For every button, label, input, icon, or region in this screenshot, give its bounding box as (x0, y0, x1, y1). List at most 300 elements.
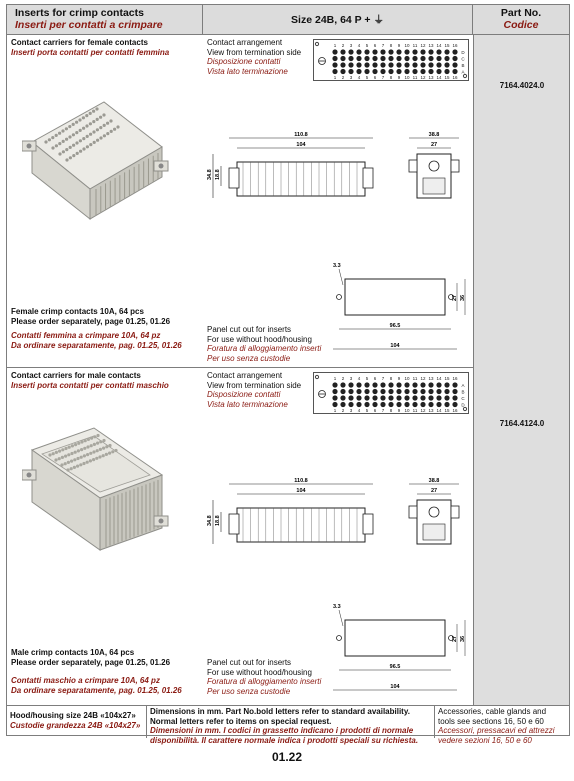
contact-hole (76, 152, 79, 155)
arrangement-col-number-bottom: 16 (452, 75, 458, 80)
contact-pin (372, 389, 377, 394)
arrangement-col-number-top: 4 (357, 376, 361, 381)
contact-pin (372, 49, 377, 54)
arrangement-col-number-top: 6 (373, 43, 377, 48)
contact-pin (420, 389, 425, 394)
contact-pin (396, 402, 401, 407)
contact-hole (96, 449, 99, 452)
arrangement-col-number-bottom: 11 (412, 75, 418, 80)
contact-hole (108, 452, 111, 455)
contact-pin (420, 402, 425, 407)
contact-pin (332, 402, 337, 407)
contact-hole (77, 442, 80, 445)
contact-pin (372, 69, 377, 74)
dim-side-overall-label: 38.8 (428, 132, 440, 138)
arrangement-col-number-bottom: 14 (436, 75, 442, 80)
dim-outer-label: 36 (460, 635, 466, 642)
male-panel-cutout-drawing (303, 598, 473, 698)
arrangement-col-number-bottom: 14 (436, 408, 442, 413)
arrangement-view-en: View from termination side (207, 47, 302, 57)
contact-hole (61, 448, 64, 451)
arrangement-col-number-top: 15 (444, 43, 450, 48)
contact-hole (102, 439, 105, 442)
contact-pin (380, 382, 385, 387)
female-title-en: Contact carriers for female contacts (11, 38, 148, 47)
contact-pin (436, 62, 441, 67)
panel-label-it-2b: Per uso senza custodie (207, 686, 291, 696)
contact-pin (348, 62, 353, 67)
contact-hole (65, 158, 68, 161)
contact-pin (404, 56, 409, 61)
contact-hole (54, 458, 57, 461)
contact-hole (68, 135, 71, 138)
male-insert-photo (22, 420, 172, 568)
panel-cutout-outline (345, 279, 445, 315)
contact-hole (86, 135, 89, 138)
contact-pin (340, 395, 345, 400)
footer-hood-label: Hood/housing size 24B «104x27» (10, 711, 136, 720)
dim-width-label: 104 (390, 684, 400, 690)
arrangement-col-number-bottom: 15 (444, 408, 450, 413)
contact-pin (332, 395, 337, 400)
contact-hole (69, 146, 72, 149)
footer-dims-it-2: disponibilità. Il carattere normale indica i prodotti speciali su richiesta. (150, 735, 419, 745)
arrangement-col-number-top: 11 (412, 43, 418, 48)
contact-hole (92, 458, 95, 461)
contact-hole (82, 147, 85, 150)
male-contacts-it-2: Da ordinare separatamente, pag. 01.25, 01.26 (11, 685, 182, 695)
header-title-en: Inserts for crimp contacts (15, 7, 144, 19)
contact-pin (436, 389, 441, 394)
contact-pin (428, 69, 433, 74)
contact-hole (65, 148, 68, 151)
contact-hole (76, 457, 79, 460)
contact-pin (444, 389, 449, 394)
contact-pin (372, 402, 377, 407)
arrangement-col-number-top: 12 (420, 43, 426, 48)
contact-hole (80, 440, 83, 443)
contact-hole (65, 127, 68, 130)
contact-pin (428, 389, 433, 394)
panel-hole-left (337, 295, 342, 300)
panel-label-it-1b: Foratura di alloggiamento inserti (207, 677, 322, 686)
contact-pin (332, 69, 337, 74)
contact-hole (79, 150, 82, 153)
contact-hole (73, 458, 76, 461)
arrangement-col-number-top: 5 (365, 376, 369, 381)
contact-pin (364, 389, 369, 394)
contact-hole (61, 456, 64, 459)
contact-pin (340, 56, 345, 61)
male-left-column (7, 368, 203, 705)
arrangement-row-letter: A (461, 383, 465, 388)
contact-hole (79, 463, 82, 466)
male-contacts-info (11, 648, 182, 695)
female-contact-arrangement-diagram (313, 39, 469, 81)
contact-hole (102, 113, 105, 116)
contact-pin (348, 389, 353, 394)
arrangement-col-number-top: 5 (365, 43, 369, 48)
arrangement-title-it: Disposizione contatti (207, 57, 281, 66)
header-partno-cell (473, 5, 569, 35)
female-panel-label (207, 325, 321, 363)
male-contacts-en-1: Male crimp contacts 10A, 64 pcs (11, 648, 135, 657)
catalog-sheet (6, 4, 570, 745)
contact-pin (372, 56, 377, 61)
arrangement-col-number-top: 14 (436, 376, 442, 381)
contact-hole (86, 445, 89, 448)
arrangement-row-letter: D (461, 50, 465, 55)
header-partno-en: Part No. (500, 7, 542, 19)
arrangement-view-en-2: View from termination side (207, 380, 302, 390)
contact-hole (96, 442, 99, 445)
panel-label-en-2: For use without hood/housing (207, 334, 312, 344)
arrangement-col-number-top: 9 (397, 43, 401, 48)
arrangement-col-number-top: 8 (389, 376, 393, 381)
contact-pin (356, 49, 361, 54)
female-left-column (7, 35, 203, 367)
contact-pin (444, 402, 449, 407)
male-panel-label (207, 658, 321, 696)
female-front-view-drawing (203, 130, 383, 210)
contact-pin (420, 62, 425, 67)
contact-pin (412, 395, 417, 400)
arrangement-row-letter: B (461, 389, 465, 395)
arrangement-col-number-top: 3 (349, 43, 353, 48)
contact-hole (96, 434, 99, 437)
arrangement-row-letter: A (461, 69, 465, 75)
contact-hole (48, 453, 51, 456)
contact-hole (89, 122, 92, 125)
footer-acc-it-1: Accessori, pressacavi ed attrezzi (438, 726, 555, 735)
contact-pin (452, 69, 457, 74)
contact-pin (356, 402, 361, 407)
contact-hole (75, 131, 78, 134)
contact-hole (72, 123, 75, 126)
contact-pin (372, 382, 377, 387)
contact-hole (92, 130, 95, 133)
contact-hole (96, 118, 99, 121)
arrangement-col-number-top: 1 (333, 376, 337, 381)
contact-hole (74, 451, 77, 454)
arrangement-col-number-top: 3 (349, 376, 353, 381)
arrangement-col-number-top: 4 (357, 43, 361, 48)
contact-hole (74, 443, 77, 446)
dim-hole-label: 3.3 (333, 263, 341, 269)
arrangement-col-number-top: 9 (397, 376, 401, 381)
dim-hole-leader (339, 269, 343, 285)
part-number-female[interactable]: 7164.4024.0 (499, 81, 545, 90)
contact-hole (55, 134, 58, 137)
contact-hole (72, 133, 75, 136)
contact-hole (103, 124, 106, 127)
arrangement-col-number-bottom: 12 (420, 75, 426, 80)
side-screw (429, 507, 439, 517)
footer-acc-it-2: vedere sezioni 16, 50 e 60 (438, 735, 532, 745)
panel-label-it-2: Per uso senza custodie (207, 353, 291, 363)
contact-hole (92, 120, 95, 123)
contact-pin (332, 62, 337, 67)
contact-hole (51, 136, 54, 139)
contact-hole (48, 138, 51, 141)
contact-hole (106, 122, 109, 125)
contact-hole (58, 457, 61, 460)
panel-cutout-outline (345, 620, 445, 656)
contact-hole (89, 452, 92, 455)
contact-hole (90, 437, 93, 440)
contact-pin (332, 49, 337, 54)
contact-pin (444, 69, 449, 74)
arrangement-col-number-bottom: 5 (365, 408, 369, 413)
dim-pitch-label: 96.5 (389, 664, 401, 670)
contact-hole (64, 447, 67, 450)
contact-pin (436, 382, 441, 387)
contact-pin (412, 389, 417, 394)
dim-side-body-label: 27 (430, 488, 438, 494)
contact-hole (67, 453, 70, 456)
dim-inner-label: 27 (452, 294, 458, 301)
arrangement-col-number-bottom: 12 (420, 408, 426, 413)
arrangement-col-number-top: 13 (428, 376, 434, 381)
contact-hole (58, 152, 61, 155)
arrangement-col-number-bottom: 4 (357, 75, 361, 80)
contact-hole (114, 449, 117, 452)
arrangement-col-number-bottom: 2 (341, 75, 345, 80)
dim-hole-label: 3.3 (333, 604, 341, 610)
arrangement-col-number-top: 8 (389, 43, 393, 48)
arrangement-col-number-top: 15 (444, 376, 450, 381)
header-size: Size 24B, 64 P + ⏚ (203, 5, 473, 35)
contact-hole (108, 444, 111, 447)
arrangement-col-number-bottom: 3 (349, 75, 353, 80)
side-flange-left (409, 506, 417, 518)
contact-pin (380, 56, 385, 61)
contact-hole (103, 134, 106, 137)
contact-hole (99, 116, 102, 119)
contact-pin (340, 69, 345, 74)
contact-hole (116, 125, 119, 128)
contact-pin (404, 402, 409, 407)
female-right-column (203, 35, 473, 367)
dim-height-label: 34.8 (207, 169, 213, 180)
arrangement-row-letter: C (461, 56, 465, 62)
contact-hole (64, 455, 67, 458)
footer-dimensions-cell (147, 706, 435, 745)
contact-hole (87, 438, 90, 441)
contact-hole (102, 454, 105, 457)
arrangement-col-number-bottom: 1 (333, 408, 337, 413)
arrangement-col-number-top: 1 (333, 43, 337, 48)
panel-label-en-1b: Panel cut out for inserts (207, 658, 292, 667)
contact-pin (404, 382, 409, 387)
contact-pin (364, 49, 369, 54)
contact-hole (64, 462, 67, 465)
contact-pin (420, 382, 425, 387)
contact-hole (67, 461, 70, 464)
side-flange-right (451, 160, 459, 172)
contact-hole (83, 454, 86, 457)
arrangement-col-number-top: 11 (412, 376, 418, 381)
arrangement-col-number-bottom: 6 (373, 75, 377, 80)
contact-pin (372, 62, 377, 67)
contact-pin (332, 382, 337, 387)
contact-pin (420, 395, 425, 400)
header-title-it: Inserti per contatti a crimpare (15, 19, 163, 31)
contact-pin (380, 49, 385, 54)
contact-hole (73, 466, 76, 469)
side-flange-left (409, 160, 417, 172)
panel-hole-left (337, 636, 342, 641)
contact-hole (75, 141, 78, 144)
arrangement-col-number-top: 10 (404, 43, 410, 48)
contact-pin (452, 402, 457, 407)
contact-hole (58, 142, 61, 145)
male-section (7, 368, 473, 705)
dim-height-inner-label: 18.8 (215, 515, 221, 526)
contact-hole (55, 451, 58, 454)
footer-acc-en-1: Accessories, cable glands and (438, 707, 547, 716)
contact-pin (396, 62, 401, 67)
arrangement-col-number-top: 13 (428, 43, 434, 48)
front-flange-left (229, 168, 239, 188)
arrangement-row-letter: C (461, 396, 465, 401)
contact-pin (364, 382, 369, 387)
contact-pin (452, 382, 457, 387)
contact-pin (380, 395, 385, 400)
contact-pin (340, 402, 345, 407)
contact-pin (340, 389, 345, 394)
contact-pin (348, 395, 353, 400)
female-insert-photo (22, 87, 172, 235)
arrangement-col-number-bottom: 9 (397, 75, 401, 80)
contact-hole (90, 444, 93, 447)
contact-pin (412, 382, 417, 387)
contact-pin (436, 69, 441, 74)
contact-hole (86, 453, 89, 456)
contact-hole (89, 112, 92, 115)
contact-pin (412, 69, 417, 74)
female-side-view-drawing (403, 130, 463, 210)
dim-pitch-label: 96.5 (389, 323, 401, 329)
arrangement-col-number-top: 12 (420, 376, 426, 381)
arrangement-row-letter: B (461, 63, 465, 68)
contact-hole (77, 449, 80, 452)
dim-body-label: 104 (296, 142, 306, 148)
contact-pin (372, 395, 377, 400)
male-right-column (203, 368, 473, 705)
contact-hole (96, 139, 99, 142)
footer-accessories-cell (435, 706, 569, 745)
contact-hole (99, 440, 102, 443)
contact-pin (412, 62, 417, 67)
contact-hole (71, 444, 74, 447)
contact-pin (452, 56, 457, 61)
arrangement-title-it-2: Disposizione contatti (207, 390, 281, 399)
female-contacts-it-1: Contatti femmina a crimpare 10A, 64 pz (11, 331, 161, 340)
contact-pin (444, 382, 449, 387)
panel-label-en-2b: For use without hood/housing (207, 667, 312, 677)
side-screw (429, 161, 439, 171)
contact-hole (99, 126, 102, 129)
contact-hole (102, 447, 105, 450)
contact-hole (70, 452, 73, 455)
contact-pin (404, 49, 409, 54)
panel-label-it-1: Foratura di alloggiamento inserti (207, 344, 322, 353)
contact-hole (93, 435, 96, 438)
contact-hole (79, 129, 82, 132)
contact-hole (89, 133, 92, 136)
contact-pin (380, 402, 385, 407)
contact-pin (356, 395, 361, 400)
contact-pin (404, 389, 409, 394)
male-contact-arrangement-diagram (313, 372, 469, 414)
contact-hole (95, 457, 98, 460)
contact-pin (420, 49, 425, 54)
contact-hole (70, 467, 73, 470)
panel-label-en-1: Panel cut out for inserts (207, 325, 292, 334)
contact-pin (348, 402, 353, 407)
arrangement-col-number-bottom: 11 (412, 408, 418, 413)
male-contacts-en-2: Please order separately, page 01.25, 01.26 (11, 657, 171, 667)
arrangement-col-number-bottom: 10 (404, 408, 410, 413)
contact-hole (92, 450, 95, 453)
contact-pin (340, 62, 345, 67)
dim-outer-label: 36 (460, 294, 466, 301)
contact-hole (65, 138, 68, 141)
contact-pin (388, 69, 393, 74)
contact-pin (428, 56, 433, 61)
arrangement-title-en: Contact arrangement (207, 38, 283, 47)
contact-pin (396, 56, 401, 61)
contact-pin (436, 56, 441, 61)
contact-pin (364, 62, 369, 67)
arrangement-view-it-2: Vista lato terminazione (207, 399, 288, 409)
contact-hole (76, 465, 79, 468)
arrangement-col-number-bottom: 10 (404, 75, 410, 80)
contact-pin (364, 395, 369, 400)
contact-hole (98, 455, 101, 458)
contact-hole (69, 156, 72, 159)
contact-pin (420, 69, 425, 74)
dim-height-label: 34.8 (207, 515, 213, 526)
dim-inner-label: 27 (452, 635, 458, 642)
dim-body-label: 104 (296, 488, 306, 494)
contact-hole (70, 460, 73, 463)
contact-pin (396, 395, 401, 400)
contact-hole (89, 459, 92, 462)
contact-pin (396, 49, 401, 54)
arrangement-col-number-top: 10 (404, 376, 410, 381)
contact-hole (93, 141, 96, 144)
male-front-view-drawing (203, 476, 383, 556)
contact-pin (428, 395, 433, 400)
contact-hole (111, 450, 114, 453)
part-number-male[interactable]: 7164.4124.0 (499, 419, 545, 428)
contact-hole (66, 468, 69, 471)
contact-hole (62, 150, 65, 153)
contact-hole (83, 447, 86, 450)
front-flange-left (229, 514, 239, 534)
contact-hole (68, 125, 71, 128)
contact-pin (396, 382, 401, 387)
arrangement-col-number-bottom: 8 (389, 75, 393, 80)
contact-hole (93, 443, 96, 446)
contact-hole (72, 144, 75, 147)
contact-hole (52, 452, 55, 455)
contact-hole (86, 461, 89, 464)
footer-row (7, 705, 569, 745)
contact-pin (444, 56, 449, 61)
